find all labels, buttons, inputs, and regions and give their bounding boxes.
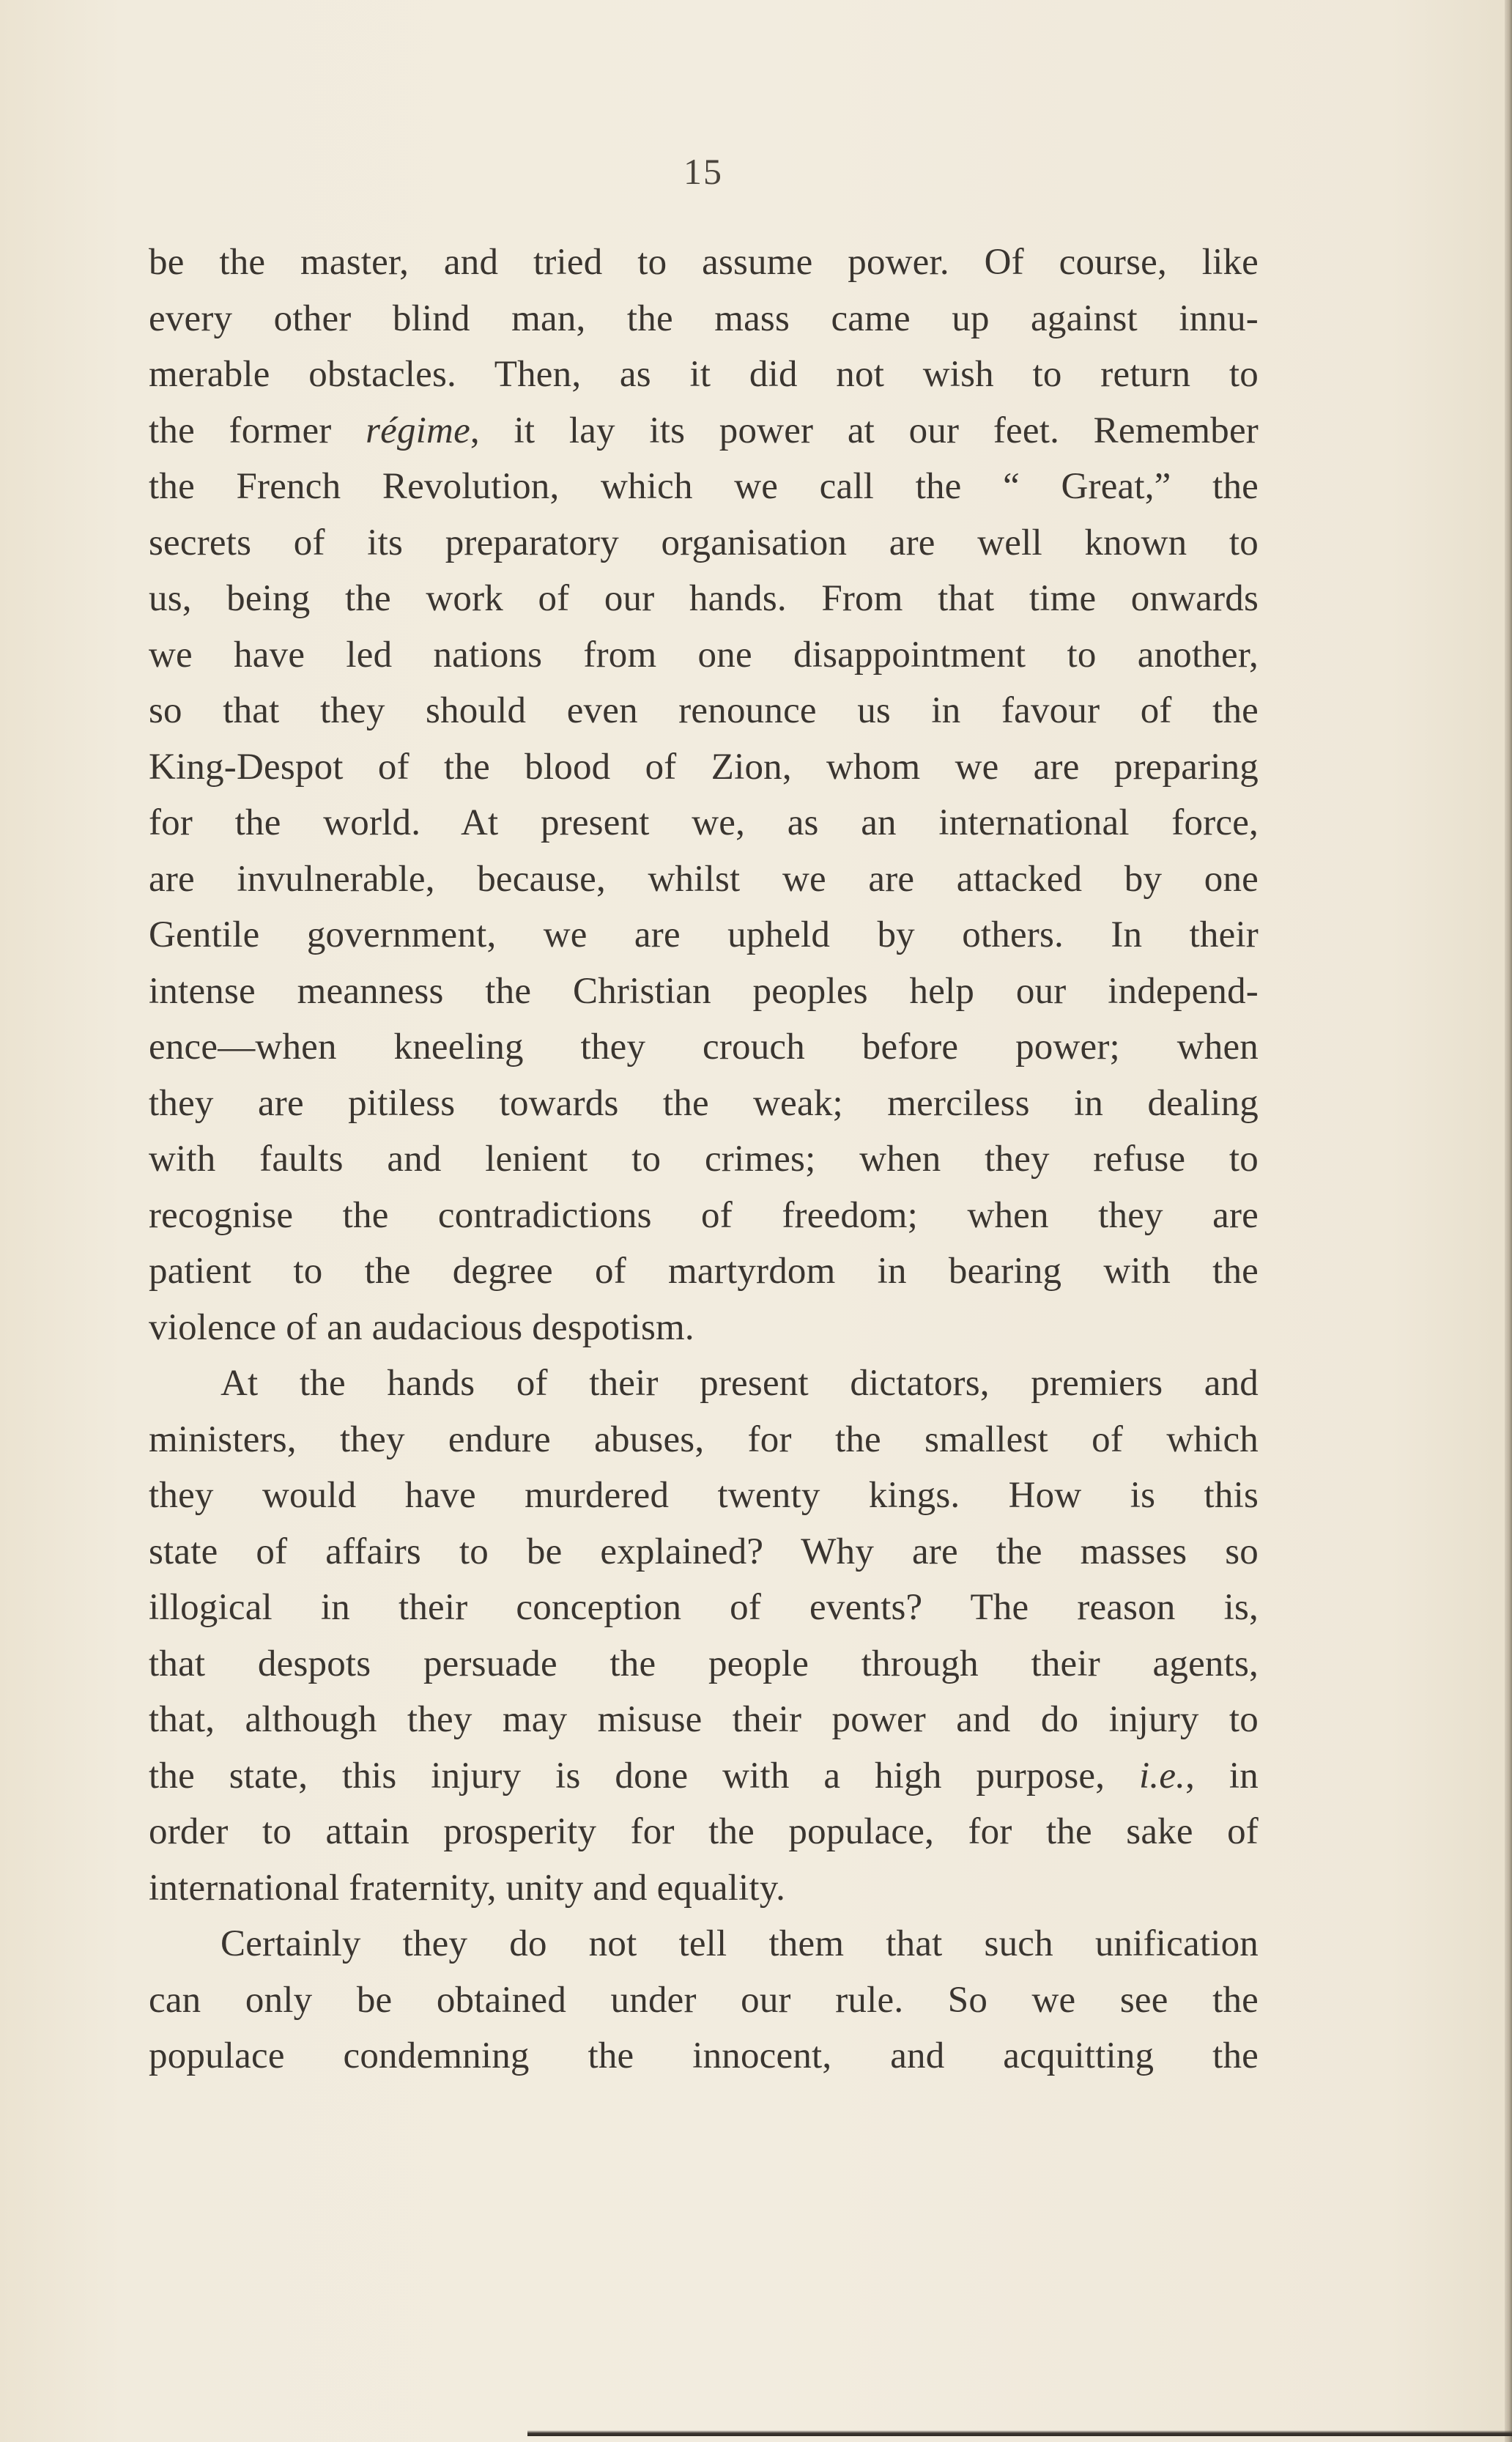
text-line: international fraternity, unity and equality.: [149, 1867, 786, 1909]
page-edge-shadow: [1505, 0, 1512, 2442]
text-line: us, being the work of our hands. From that time onwards: [149, 578, 1259, 619]
text-line: are invulnerable, because, whilst we are attacked by one: [149, 858, 1259, 900]
text-line: order to attain prosperity for the populace, for the sake of: [149, 1811, 1259, 1852]
text-line: merable obstacles. Then, as it did not wish to return to: [149, 354, 1259, 395]
italic-word: i.e.: [1139, 1755, 1186, 1797]
text-line: King-Despot of the blood of Zion, whom we are preparing: [149, 746, 1259, 788]
text-line: that, although they may misuse their power and do injury to: [149, 1699, 1259, 1740]
text-line: for the world. At present we, as an international force,: [149, 802, 1259, 843]
page-number: 15: [683, 151, 723, 192]
text-line: ministers, they endure abuses, for the smallest of which: [149, 1418, 1259, 1460]
text-line: be the master, and tried to assume power. Of course, like: [149, 242, 1259, 283]
italic-word: régime: [366, 410, 470, 451]
text-line: they are pitiless towards the weak; merciless in dealing: [149, 1082, 1259, 1124]
text-line: the French Revolution, which we call the “ Great,” the: [149, 466, 1259, 507]
text-line: Gentile government, we are upheld by others. In their: [149, 914, 1259, 955]
text-line: the former régime, it lay its power at our feet. Remember: [149, 410, 1259, 451]
text-line: violence of an audacious despotism.: [149, 1306, 694, 1348]
text-line: secrets of its preparatory organisation are well known to: [149, 522, 1259, 563]
paragraph: [149, 234, 1259, 1355]
text-line: Certainly they do not tell them that such unification: [220, 1923, 1259, 1964]
text-line: state of affairs to be explained? Why are the masses so: [149, 1531, 1259, 1572]
text-line: recognise the contradictions of freedom; when they are: [149, 1194, 1259, 1236]
text-line: so that they should even renounce us in favour of the: [149, 690, 1259, 731]
bottom-edge-line: [527, 2430, 1512, 2436]
text-line: can only be obtained under our rule. So we see the: [149, 1979, 1259, 2021]
text-line: with faults and lenient to crimes; when they refuse to: [149, 1139, 1259, 1180]
text-line: they would have murdered twenty kings. How is this: [149, 1475, 1259, 1516]
text-line: intense meanness the Christian peoples help our independ-: [149, 970, 1259, 1012]
text-line: every other blind man, the mass came up against innu-: [149, 297, 1259, 339]
text-line: illogical in their conception of events? The reason is,: [149, 1587, 1259, 1628]
body-text: [149, 234, 1259, 2084]
paragraph: [149, 1355, 1259, 1916]
paragraph: [149, 1916, 1259, 2084]
text-line: populace condemning the innocent, and acquitting the: [149, 2035, 1259, 2076]
text-line: patient to the degree of martyrdom in bearing with the: [149, 1251, 1259, 1292]
text-line: At the hands of their present dictators, premiers and: [220, 1363, 1259, 1404]
text-line: we have led nations from one disappointment to another,: [149, 634, 1259, 676]
text-line: ence—when kneeling they crouch before power; when: [149, 1026, 1259, 1068]
text-line: that despots persuade the people through their agents,: [149, 1643, 1259, 1684]
text-line: the state, this injury is done with a high purpose, i.e., in: [149, 1755, 1259, 1797]
